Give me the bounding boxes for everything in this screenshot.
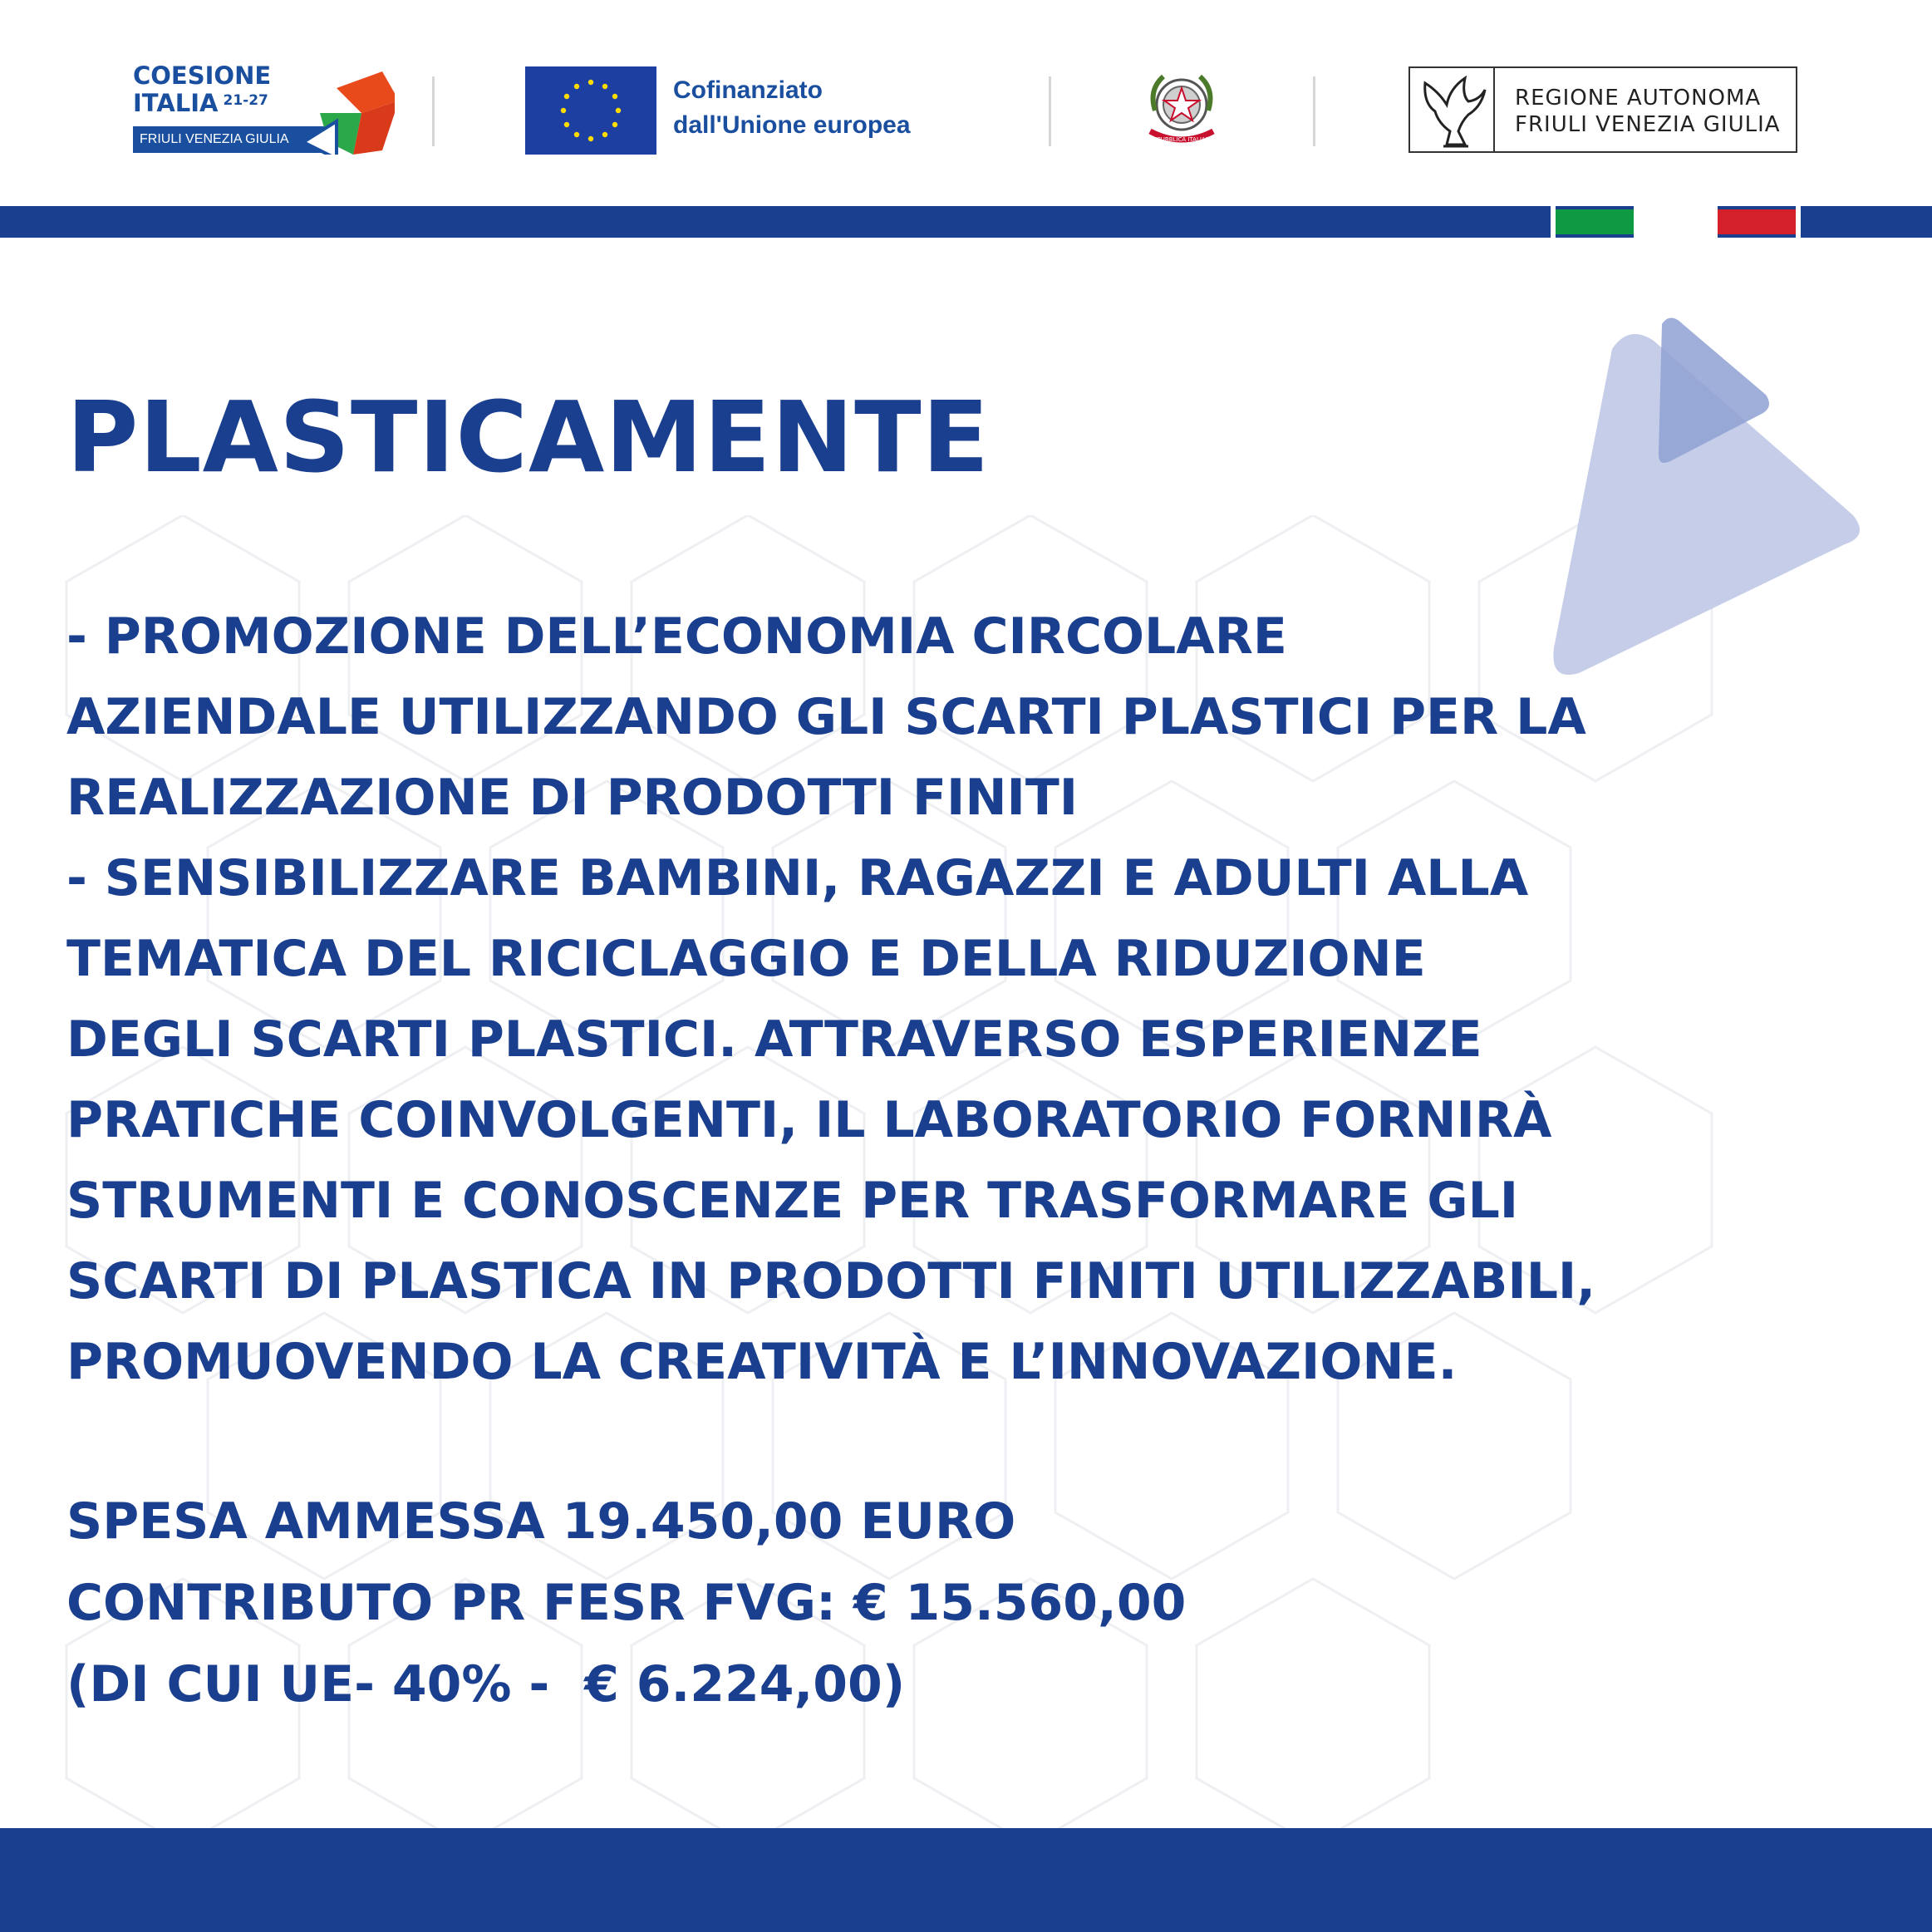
eu-flag-icon — [525, 66, 656, 155]
flag-white-band — [1634, 206, 1718, 238]
separator — [1049, 76, 1051, 146]
quota-ue: (DI CUI UE- 40% - € 6.224,00) — [66, 1655, 906, 1713]
separator — [432, 76, 435, 146]
flag-red-band — [1718, 209, 1796, 234]
spesa-ammessa: SPESA AMMESSA 19.450,00 EURO — [66, 1492, 1016, 1551]
coesione-line1: COESIONE — [133, 61, 272, 90]
emblem-text: REPUBBLICA ITALIANA — [1149, 136, 1214, 143]
eagle-icon — [1410, 68, 1495, 151]
separator — [1313, 76, 1315, 146]
coesione-italia-logo — [133, 58, 399, 158]
header-logos — [0, 0, 1932, 206]
regione-line1: REGIONE AUTONOMA — [1515, 86, 1762, 111]
flag-green-band — [1556, 209, 1634, 234]
regione-line2: FRIULI VENEZIA GIULIA — [1515, 112, 1781, 137]
eu-line1: Cofinanziato — [673, 76, 823, 104]
coesione-region: FRIULI VENEZIA GIULIA — [133, 126, 328, 153]
regione-fvg-logo — [1408, 66, 1797, 153]
eu-line2: dall'Unione europea — [673, 111, 911, 139]
eu-cofinanced-text — [673, 73, 911, 143]
coesione-arrow-icon — [303, 63, 395, 155]
flag-gap — [1796, 206, 1801, 238]
page-title: PLASTICAMENTE — [66, 380, 991, 494]
bottom-bar — [0, 1828, 1932, 1932]
project-description: - PROMOZIONE DELL’ECONOMIA CIRCOLARE AZIENDALE UTILIZZANDO GLI SCARTI PLASTICI PER LA REALIZZAZIONE DI PRODOTTI FINITI - SENSIBILIZZARE BAMBINI, RAGAZZI E ADULTI ALLA TEMATICA DEL RICICLAGGIO E DELLA RIDUZIONE DEGLI SCARTI PLASTICI. ATTRAVERSO ESPERIENZE PRATICHE COINVOLGENTI, IL LABORATORIO FORNIRÀ STRUMENTI E CONOSCENZE PER TRASFORMARE GLI SCARTI DI PLASTICA IN PRODOTTI FINITI UTILIZZABILI, PROMUOVENDO LA CREATIVITÀ E L’INNOVAZIONE. — [66, 607, 1596, 1391]
funding-info — [66, 1481, 1396, 1725]
italian-republic-emblem-icon — [1140, 65, 1223, 151]
coesione-line2: ITALIA $^{21-27}$ — [133, 89, 268, 117]
regione-name — [1515, 85, 1781, 138]
contributo: CONTRIBUTO PR FESR FVG: € 15.560,00 — [66, 1574, 1187, 1632]
coesione-years: 21-27 — [223, 92, 268, 109]
